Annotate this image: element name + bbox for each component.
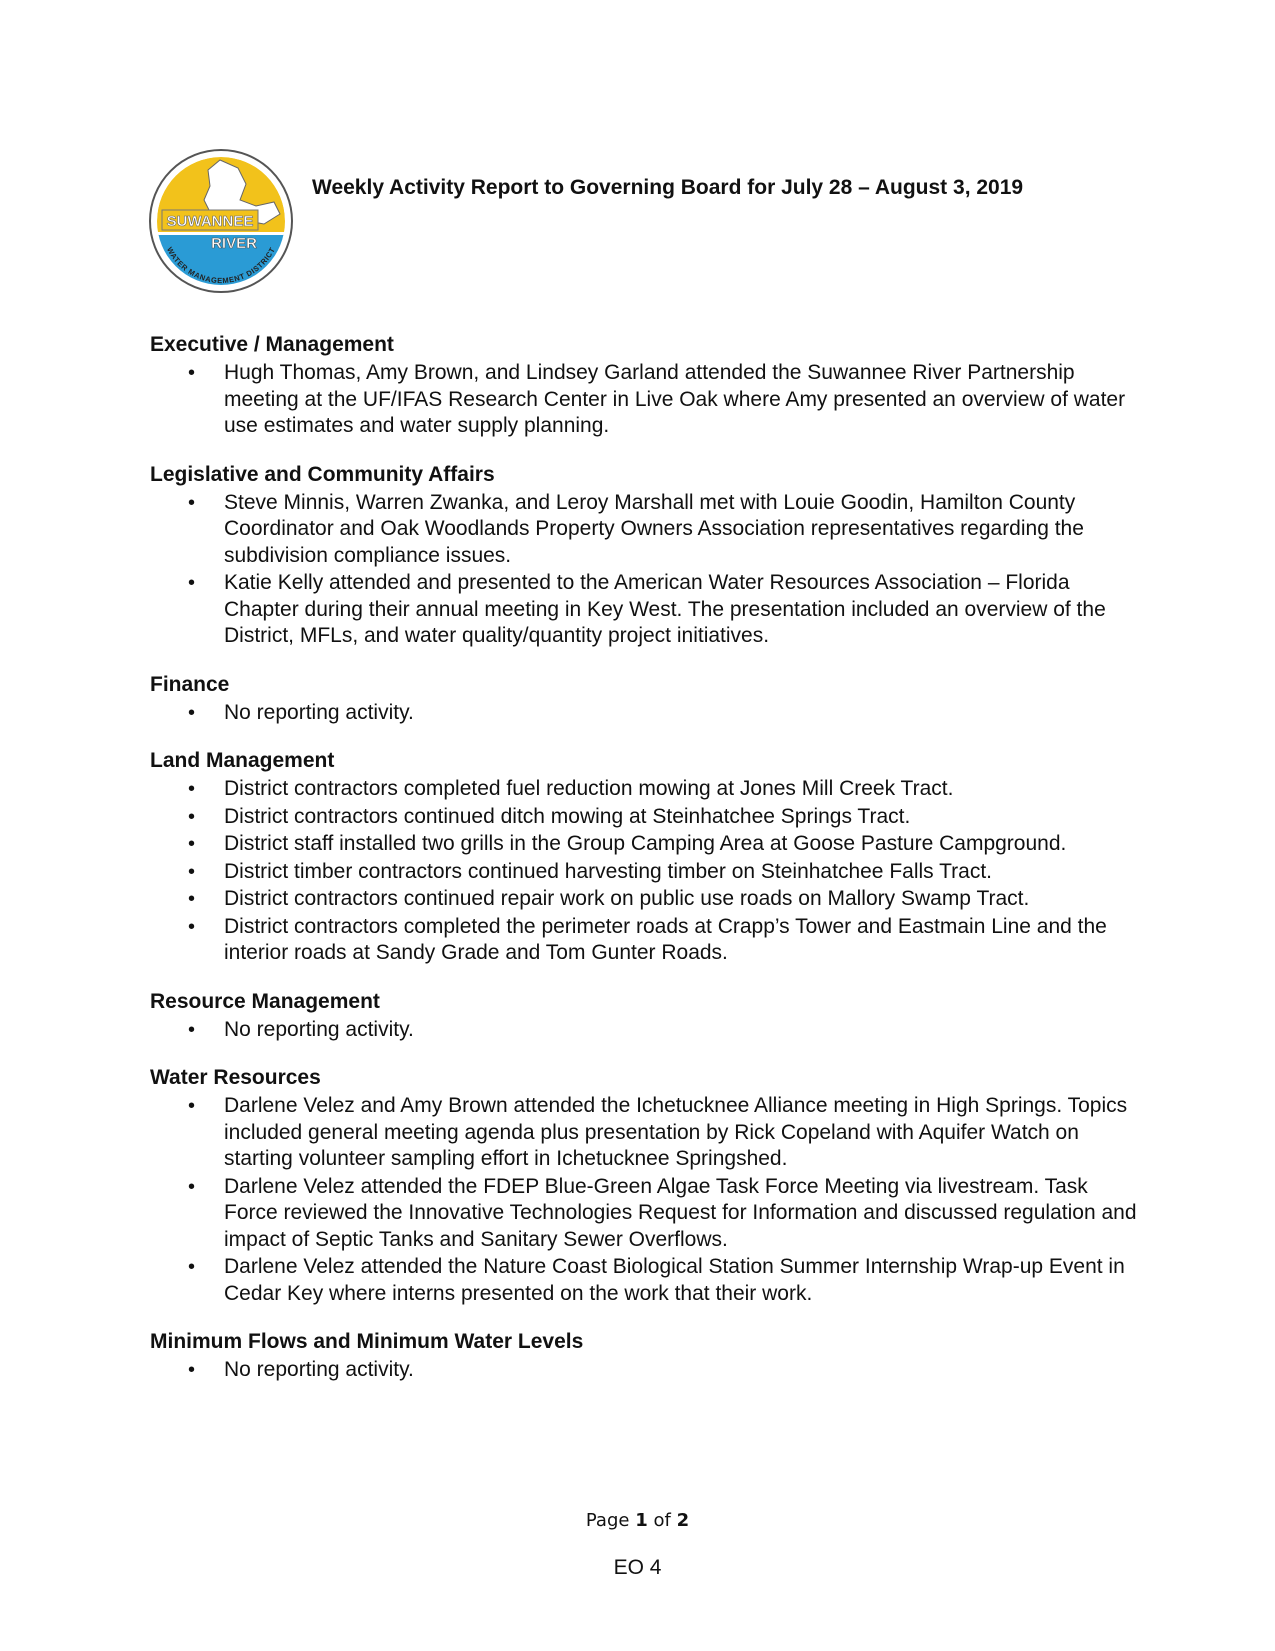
report-section [150,332,1140,440]
bullet-list [150,1093,1140,1307]
page-of: of [653,1510,671,1531]
section-heading: Finance [150,672,230,696]
report-section [150,989,1140,1044]
bullet-list [150,700,1140,727]
list-item: • No reporting activity. [150,700,1140,727]
report-section [150,1065,1140,1307]
list-item: • District contractors continued ditch mowing at Steinhatchee Springs Tract. [150,804,1140,831]
section-heading: Minimum Flows and Minimum Water Levels [150,1330,584,1353]
section-heading: Legislative and Community Affairs [150,462,495,486]
list-item: • Darlene Velez and Amy Brown attended the Ichetucknee Alliance meeting in High Springs. Topics included general meeting agenda plus presentation by Rick Copeland with Aquifer Watch on starting volunteer sampling effort in Ichetucknee Springshed. [150,1093,1140,1173]
report-title: Weekly Activity Report to Governing Board for July 28 – August 3, 2019 [312,176,1024,199]
document-code: EO 4 [613,1556,662,1579]
list-item: • District contractors completed the perimeter roads at Crapp’s Tower and Eastmain Line and the interior roads at Sandy Grade and Tom Gunter Roads. [150,914,1140,967]
section-heading: Resource Management [150,989,380,1013]
page-total: 2 [676,1510,690,1531]
report-section [150,672,1140,727]
list-item: • No reporting activity. [150,1357,1140,1384]
list-item: • Darlene Velez attended the FDEP Blue-Green Algae Task Force Meeting via livestream. Task Force reviewed the Innovative Technologies Request for Information and discussed regulation and impact of Septic Tanks and Sanitary Sewer Overflows. [150,1174,1140,1254]
list-item: • District timber contractors continued harvesting timber on Steinhatchee Falls Tract. [150,859,1140,886]
bullet-list [150,1357,1140,1384]
page-current: 1 [635,1510,648,1531]
logo-text-line1: SUWANNEE [166,213,254,230]
list-item: • District contractors completed fuel reduction mowing at Jones Mill Creek Tract. [150,776,1140,803]
bullet-list [150,1017,1140,1044]
report-section [150,1329,1140,1384]
page-prefix: Page [585,1510,630,1531]
section-heading: Executive / Management [150,333,394,356]
bullet-list [150,490,1140,650]
list-item: • No reporting activity. [150,1017,1140,1044]
district-logo [148,148,294,298]
list-item: • Hugh Thomas, Amy Brown, and Lindsey Garland attended the Suwannee River Partnership meeting at the UF/IFAS Research Center in Live Oak where Amy presented an overview of water use estimates and water supply planning. [150,360,1140,440]
report-section [150,748,1140,967]
report-body [150,332,1140,1406]
list-item: • Katie Kelly attended and presented to the American Water Resources Association – Florida Chapter during their annual meeting in Key West. The presentation included an overview of the District, MFLs, and water quality/quantity project initiatives. [150,570,1140,650]
logo-text-line2: RIVER [211,235,257,252]
bullet-list [150,776,1140,967]
report-section [150,462,1140,650]
section-heading: Water Resources [150,1066,321,1089]
list-item: • Darlene Velez attended the Nature Coast Biological Station Summer Internship Wrap-up Event in Cedar Key where interns presented on the work that their work. [150,1254,1140,1307]
section-heading: Land Management [150,749,335,772]
list-item: • District contractors continued repair work on public use roads on Mallory Swamp Tract. [150,886,1140,913]
list-item: • District staff installed two grills in the Group Camping Area at Goose Pasture Campground. [150,831,1140,858]
bullet-list [150,360,1140,440]
list-item: • Steve Minnis, Warren Zwanka, and Leroy Marshall met with Louie Goodin, Hamilton County Coordinator and Oak Woodlands Property Owners Association representatives regarding the subdivision compliance issues. [150,490,1140,570]
page-number [0,1510,1275,1531]
logo-arc-text: WATER MANAGEMENT DISTRICT [164,245,278,286]
